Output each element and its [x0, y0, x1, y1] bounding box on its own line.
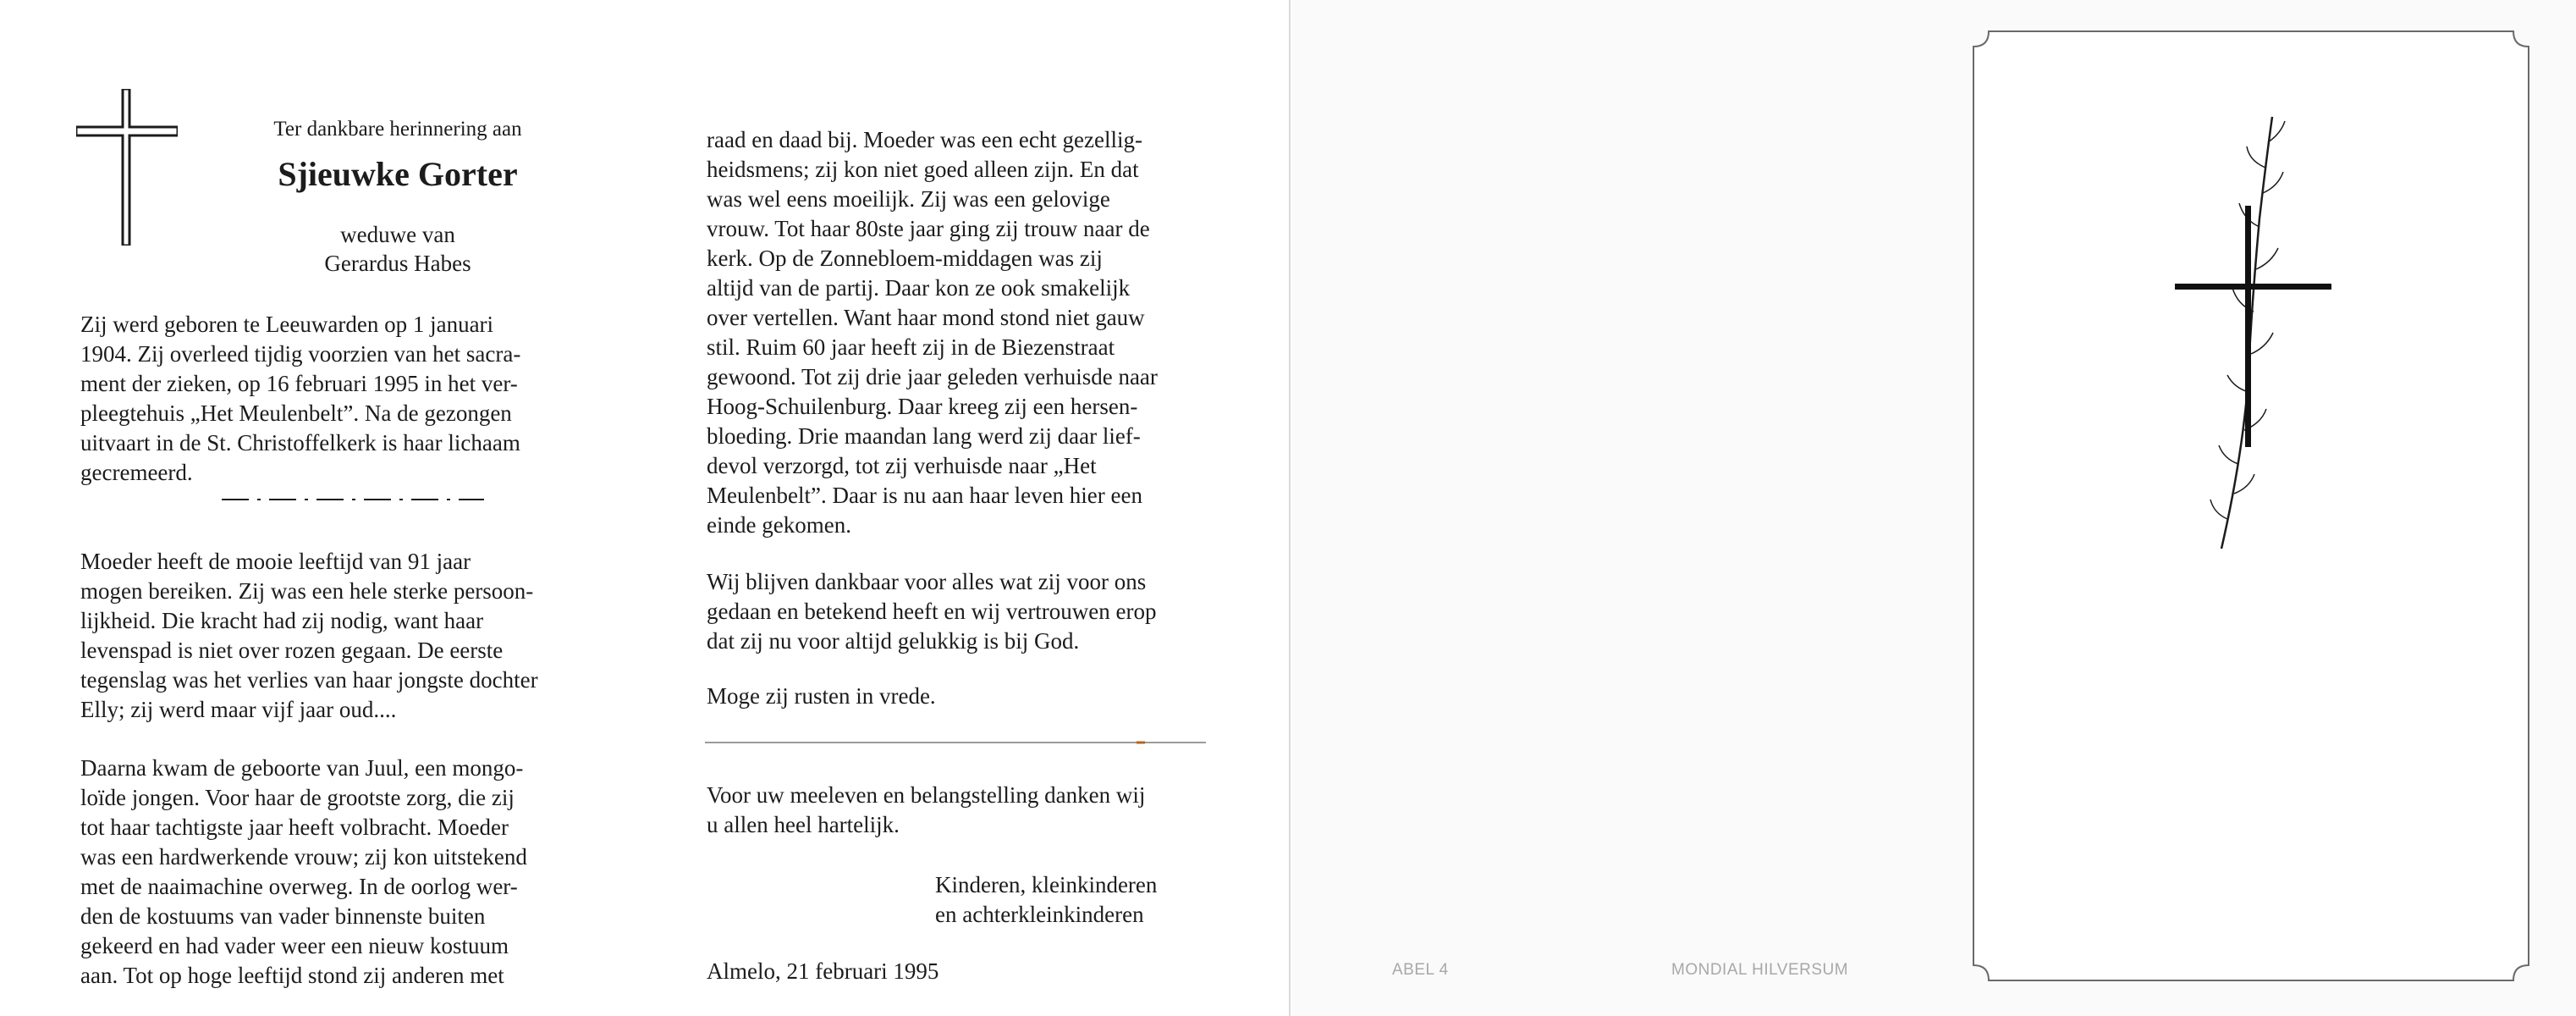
floral-cross-icon	[2166, 108, 2353, 557]
intro-label: Ter dankbare herinnering aan	[273, 118, 522, 141]
paragraph-thanks: Voor uw meeleven en belangstelling danken wij u allen heel hartelijk.	[707, 782, 1146, 837]
horizontal-rule	[705, 739, 1206, 746]
imprint-printer: MONDIAL HILVERSUM	[1671, 961, 1849, 979]
paragraph-birth-death: Zij werd geboren te Leeuwarden op 1 januari 1904. Zij overleed tijdig voorzien van het sacra- ment der zieken, op 16 februari 1995 in het ver- pleegtehuis „Het Meulenbelt”. Na de gezongen uitvaart in de St. Christoffelkerk is haar lichaam gecremeerd.	[80, 312, 521, 485]
place-date: Almelo, 21 februari 1995	[707, 958, 939, 984]
paragraph-later-life: raad en daad bij. Moeder was een echt gezellig- heidsmens; zij kon niet goed alleen zijn. En dat was wel eens moeilijk. Zij was een gelovige vrouw. Tot haar 80ste jaar ging zij trouw naar de kerk. Op de Zonnebloem-middagen was zij altijd van de partij. Daar kon ze ook smakelijk over vertellen. Want haar mond stond niet gauw stil. Ruim 60 jaar heeft zij in de Biezenstraat gewoond. Tot zij drie jaar geleden verhuisde naar Hoog-Schuilenburg. Daar kreeg zij een hersen- bloeding. Drie maandan lang werd zij daar lief- devol verzorgd, tot zij verhuisde naar „Het Meulenbelt”. Daar is nu aan haar leven hier een einde gekomen.	[707, 127, 1158, 538]
widow-of	[245, 220, 550, 278]
dash-dot-divider	[222, 494, 484, 505]
widow-label: weduwe van	[340, 222, 455, 247]
signoff-line: Kinderen, kleinkinderen	[935, 872, 1158, 897]
paragraph-life: Moeder heeft de mooie leeftijd van 91 jaar mogen bereiken. Zij was een hele sterke persoon- lijkheid. Die kracht had zij nodig, want haar levenspad is niet over rozen gegaan. De eerste tegenslag was het verlies van haar jongste dochter Elly; zij werd maar vijf jaar oud....	[80, 549, 538, 722]
spouse-name: Gerardus Habes	[324, 251, 471, 276]
paragraph-prayer: Moge zij rusten in vrede.	[707, 683, 936, 709]
imprint-code: ABEL 4	[1392, 961, 1449, 979]
paragraph-family: Daarna kwam de geboorte van Juul, een mongo- loïde jongen. Voor haar de grootste zorg, die zij tot haar tachtigste jaar heeft volbracht. Moeder was een hardwerkende vrouw; zij kon uitstekend met de naaimachine overweg. In de oorlog wer- den de kostuums van vader binnenste buiten gekeerd en had vader weer een nieuw kostuum aan. Tot op hoge leeftijd stond zij anderen met	[80, 755, 527, 988]
signoff-line: en achterkleinkinderen	[935, 902, 1144, 927]
deceased-name: Sjieuwke Gorter	[278, 155, 518, 193]
cross-icon	[76, 89, 178, 246]
signoff	[935, 870, 1214, 930]
paragraph-gratitude: Wij blijven dankbaar voor alles wat zij voor ons gedaan en betekend heeft en wij vertrouwen erop dat zij nu voor altijd gelukkig is bij God.	[707, 569, 1157, 654]
